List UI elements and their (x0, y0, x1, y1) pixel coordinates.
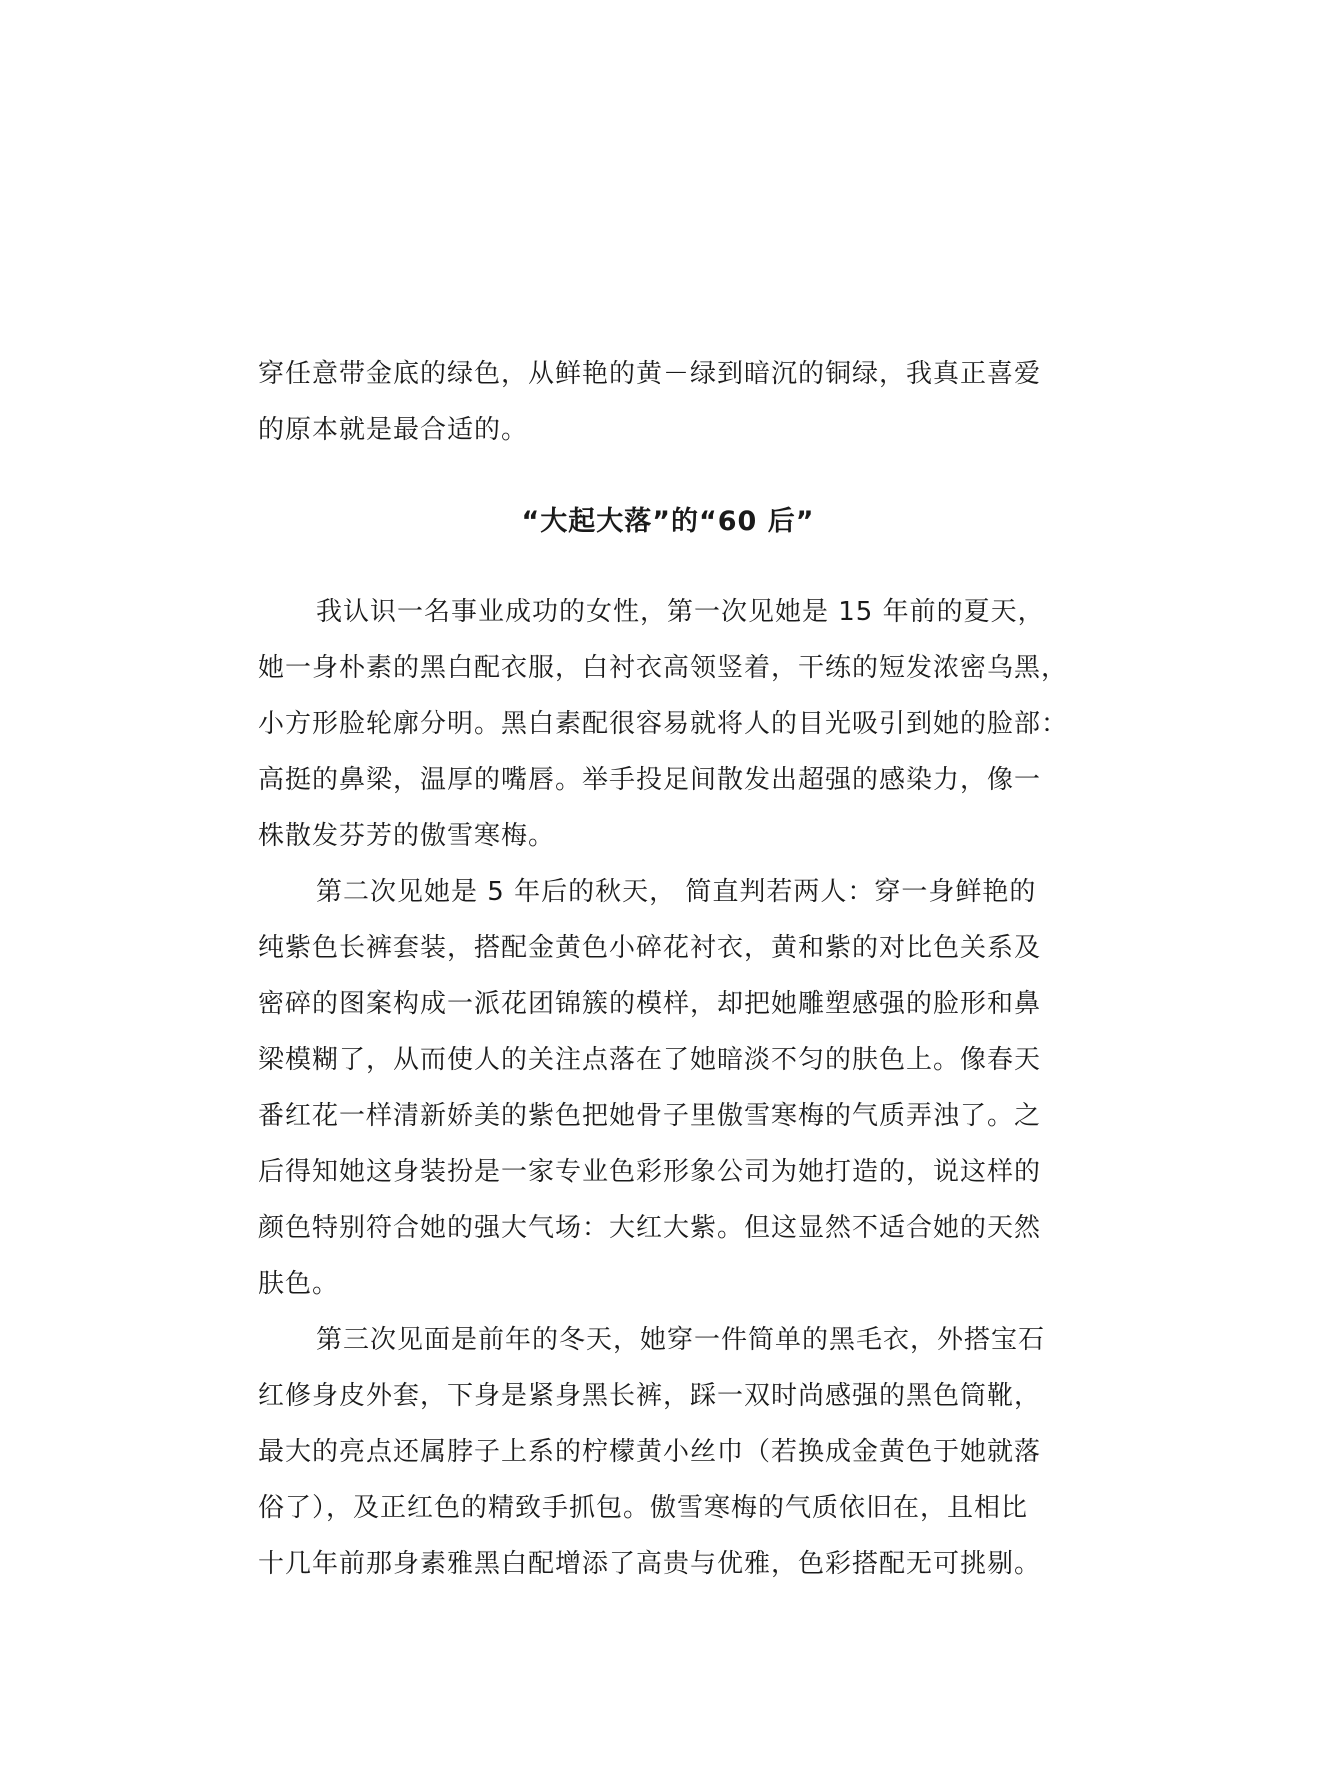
text-line: 第二次见她是 5 年后的秋天， 简直判若两人：穿一身鲜艳的 (316, 877, 1037, 907)
text-line: 穿任意带金底的绿色，从鲜艳的黄－绿到暗沉的铜绿，我真正喜爱 (258, 359, 1042, 389)
text-line: 十几年前那身素雅黑白配增添了高贵与优雅，色彩搭配无可挑剔。 (258, 1549, 1042, 1579)
text-line: 第三次见面是前年的冬天，她穿一件简单的黑毛衣，外搭宝石 (316, 1325, 1046, 1355)
paragraph-3 (258, 1312, 1078, 1592)
text-line: 最大的亮点还属脖子上系的柠檬黄小丝巾（若换成金黄色于她就落 (258, 1437, 1042, 1467)
paragraph-2 (258, 864, 1078, 1312)
section-heading: “大起大落”的“60 后” (521, 506, 815, 537)
text-line: 高挺的鼻梁，温厚的嘴唇。举手投足间散发出超强的感染力，像一 (258, 765, 1042, 795)
text-line: 番红花一样清新娇美的紫色把她骨子里傲雪寒梅的气质弄浊了。之 (258, 1101, 1042, 1131)
text-line: 红修身皮外套，下身是紧身黑长裤，踩一双时尚感强的黑色筒靴， (258, 1381, 1042, 1411)
intro-paragraph (258, 346, 1078, 458)
text-line: 的原本就是最合适的。 (258, 415, 529, 445)
text-line: 肤色。 (258, 1269, 340, 1299)
paragraph-1 (258, 584, 1078, 864)
text-line: 密碎的图案构成一派花团锦簇的模样，却把她雕塑感强的脸形和鼻 (258, 989, 1042, 1019)
text-line: 她一身朴素的黑白配衣服，白衬衣高领竖着，干练的短发浓密乌黑， (258, 653, 1069, 683)
text-line: 后得知她这身装扮是一家专业色彩形象公司为她打造的，说这样的 (258, 1157, 1042, 1187)
text-line: 俗了），及正红色的精致手抓包。傲雪寒梅的气质依旧在，且相比 (258, 1493, 1029, 1523)
text-line: 我认识一名事业成功的女性，第一次见她是 15 年前的夏天， (316, 597, 1045, 627)
text-line: 株散发芬芳的傲雪寒梅。 (258, 821, 556, 851)
text-line: 梁模糊了，从而使人的关注点落在了她暗淡不匀的肤色上。像春天 (258, 1045, 1042, 1075)
text-line: 纯紫色长裤套装，搭配金黄色小碎花衬衣，黄和紫的对比色关系及 (258, 933, 1042, 963)
text-line: 小方形脸轮廓分明。黑白素配很容易就将人的目光吸引到她的脸部： (258, 709, 1069, 739)
text-line: 颜色特别符合她的强大气场：大红大紫。但这显然不适合她的天然 (258, 1213, 1042, 1243)
